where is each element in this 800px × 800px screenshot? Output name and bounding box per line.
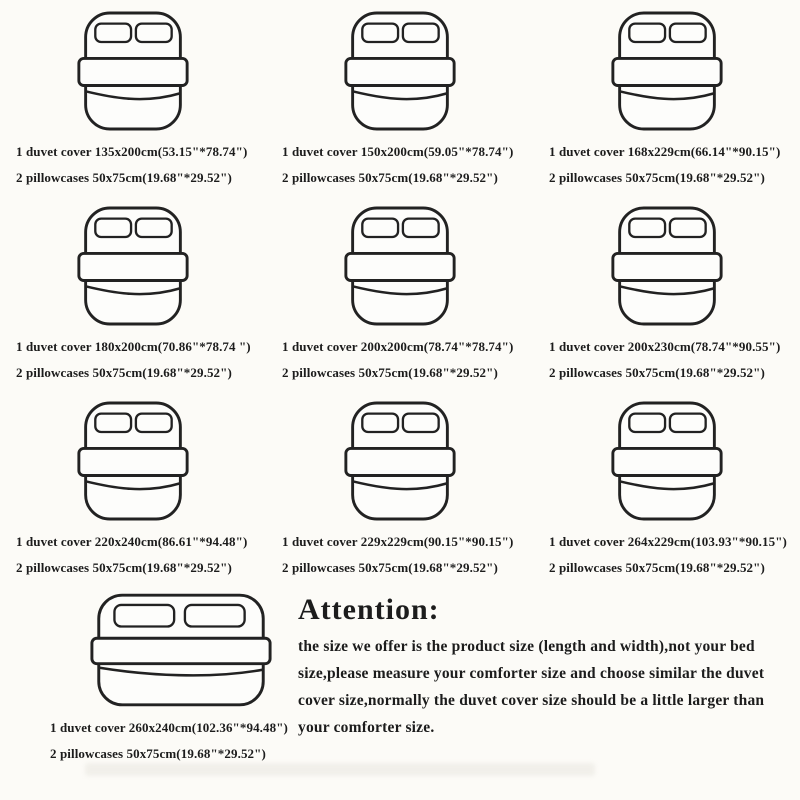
attention-body-text: the size we offer is the product size (length and width),not your bed size,please measure your comforter size and choose similar the duvet cover size,normally the duvet cover size should be a little larger than your comforter size. [298, 638, 765, 736]
pillowcase-size-label: 2 pillowcases 50x75cm(19.68"*29.52") [549, 560, 765, 575]
attention-note [298, 585, 800, 762]
duvet-size-label: 1 duvet cover 180x200cm(70.86"*78.74 ") [16, 339, 251, 354]
attention-title: Attention: [298, 593, 440, 626]
duvet-size-label: 1 duvet cover 260x240cm(102.36"*94.48") [50, 720, 288, 735]
bed-icon [75, 8, 191, 134]
duvet-size-label: 1 duvet cover 200x200cm(78.74"*78.74") [282, 339, 514, 354]
bed-icon [342, 203, 458, 329]
bottom-row [0, 585, 800, 762]
size-cell-135x200 [0, 0, 266, 195]
pillowcase-size-label: 2 pillowcases 50x75cm(19.68"*29.52") [282, 170, 498, 185]
duvet-size-label: 1 duvet cover 168x229cm(66.14"*90.15") [549, 144, 781, 159]
duvet-size-label: 1 duvet cover 220x240cm(86.61"*94.48") [16, 534, 248, 549]
bed-icon [342, 398, 458, 524]
duvet-size-label: 1 duvet cover 200x230cm(78.74"*90.55") [549, 339, 781, 354]
size-cell-229x229 [266, 390, 533, 585]
size-cell-200x200 [266, 195, 533, 390]
size-cell-150x200 [266, 0, 533, 195]
bed-icon [75, 398, 191, 524]
duvet-size-label: 1 duvet cover 264x229cm(103.93"*90.15") [549, 534, 787, 549]
pillowcase-size-label: 2 pillowcases 50x75cm(19.68"*29.52") [16, 170, 232, 185]
bed-icon [609, 8, 725, 134]
pillowcase-size-label: 2 pillowcases 50x75cm(19.68"*29.52") [16, 560, 232, 575]
size-cell-260x240 [0, 585, 298, 762]
bed-icon [609, 203, 725, 329]
bed-wide-icon [88, 590, 274, 710]
pillowcase-size-label: 2 pillowcases 50x75cm(19.68"*29.52") [16, 365, 232, 380]
bed-icon [342, 8, 458, 134]
pillowcase-size-label: 2 pillowcases 50x75cm(19.68"*29.52") [282, 560, 498, 575]
bed-icon [75, 203, 191, 329]
pillowcase-size-label: 2 pillowcases 50x75cm(19.68"*29.52") [282, 365, 498, 380]
pillowcase-size-label: 2 pillowcases 50x75cm(19.68"*29.52") [549, 365, 765, 380]
faded-watermark-bar [85, 763, 595, 776]
pillowcase-size-label: 2 pillowcases 50x75cm(19.68"*29.52") [549, 170, 765, 185]
pillowcase-size-label: 2 pillowcases 50x75cm(19.68"*29.52") [50, 746, 266, 761]
duvet-size-label: 1 duvet cover 150x200cm(59.05"*78.74") [282, 144, 514, 159]
size-cell-220x240 [0, 390, 266, 585]
bed-icon [609, 398, 725, 524]
duvet-size-label: 1 duvet cover 135x200cm(53.15"*78.74") [16, 144, 248, 159]
size-cell-200x230 [533, 195, 800, 390]
size-cell-264x229 [533, 390, 800, 585]
duvet-size-label: 1 duvet cover 229x229cm(90.15"*90.15") [282, 534, 514, 549]
size-cell-180x200 [0, 195, 266, 390]
size-cell-168x229 [533, 0, 800, 195]
